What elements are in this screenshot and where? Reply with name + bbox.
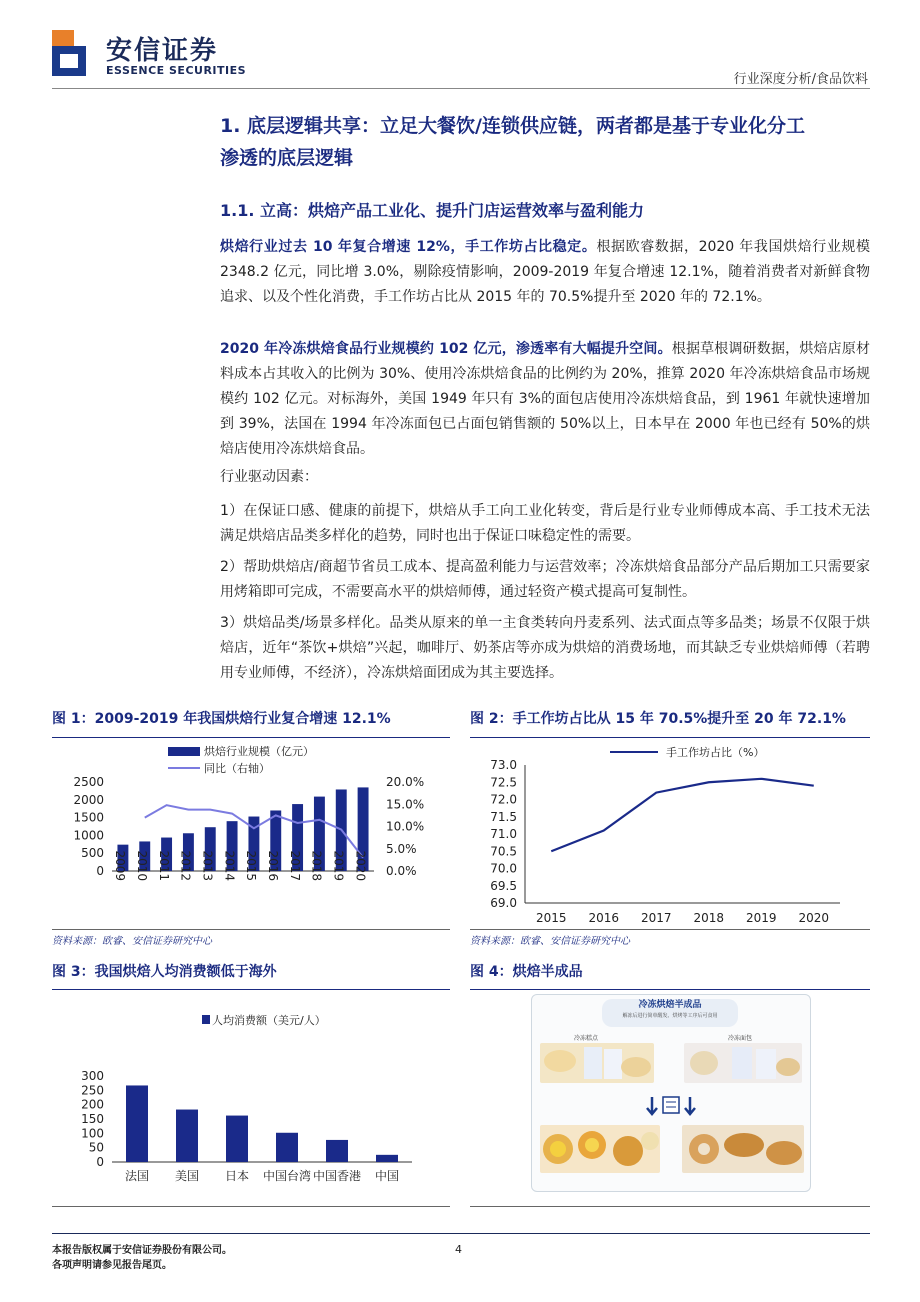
y2-tick-label: 0.0%: [386, 864, 417, 878]
legend-bar-label: 烘焙行业规模（亿元）: [204, 745, 314, 758]
brand-name-en: ESSENCE SECURITIES: [106, 64, 247, 77]
share-line: [551, 779, 814, 851]
brand-name-cn: 安信证券: [106, 36, 219, 66]
bar: [176, 1110, 198, 1162]
fig2-bottom-rule: [470, 929, 870, 930]
fig4-illustration: [531, 994, 811, 1192]
x-tick-label: 日本: [224, 1169, 250, 1183]
fig2-title: 图 2：手工作坊占比从 15 年 70.5%提升至 20 年 72.1%: [470, 711, 846, 727]
y-tick-label: 300: [81, 1069, 104, 1083]
fig4-top-rule: [470, 989, 870, 990]
fig4-left-label: 冷冻糕点: [574, 1035, 599, 1042]
section-heading: [220, 110, 870, 174]
x-tick-label: 2019: [331, 850, 346, 881]
x-tick-label: 2016: [588, 911, 620, 925]
y-tick-label: 72.0: [490, 792, 517, 807]
x-tick-label: 2015: [535, 911, 567, 925]
fig4-photos: [532, 1041, 810, 1191]
x-tick-label: 法国: [124, 1169, 150, 1183]
x-tick-label: 2013: [200, 850, 215, 881]
x-tick-label: 2010: [134, 850, 149, 881]
y-tick-label: 70.5: [490, 844, 517, 859]
y-tick-label: 250: [81, 1083, 104, 1098]
x-tick-label: 美国: [174, 1169, 200, 1183]
fig3-top-rule: [52, 989, 450, 990]
x-tick-label: 2017: [287, 850, 302, 881]
y-tick-label: 50: [88, 1140, 104, 1155]
y-tick-label: 150: [81, 1112, 104, 1126]
y-tick-label: 2000: [73, 792, 104, 807]
x-tick-label: 中国台湾: [262, 1169, 312, 1183]
fig4-bottom-rule: [470, 1206, 870, 1207]
arrow-down-icon: [685, 1097, 695, 1114]
y-tick-label: 73.0: [490, 758, 517, 772]
bar: [226, 1116, 248, 1162]
x-tick-label: 2019: [745, 911, 777, 925]
x-tick-label: 2017: [640, 911, 672, 925]
y-tick-label: 69.0: [490, 896, 517, 910]
legend-label: 手工作坊占比（%）: [666, 746, 765, 759]
y-tick-label: 71.5: [490, 809, 517, 824]
report-category: 行业深度分析/食品饮料: [733, 72, 868, 87]
legend-bar-swatch: [202, 1015, 210, 1024]
y-tick-label: 200: [81, 1097, 104, 1112]
fig1-source: 资料来源：欧睿、安信证券研究中心: [52, 936, 212, 947]
y2-tick-label: 5.0%: [386, 841, 417, 856]
fig3-chart: [52, 992, 450, 1192]
x-tick-label: 2020: [353, 850, 368, 881]
fig2-source: 资料来源：欧睿、安信证券研究中心: [470, 936, 630, 947]
drivers-title: 行业驱动因素：: [220, 469, 318, 485]
fig1-chart: [52, 740, 450, 930]
y-tick-label: 500: [81, 846, 104, 861]
paragraph-2-lead: 2020 年冷冻烘焙食品行业规模约 102 亿元，渗透率有大幅提升空间。: [220, 341, 672, 357]
paragraph-1-body: 根据欧睿数据，2020 年我国烘焙行业规模 2348.2 亿元，同比增 3.0%，剔除疫情影响，2009-2019 年复合增速 12.1%，随着消费者对新鲜食物追求、以及个性化消费，手工作坊占比从 2015 年的 70.5%提升至 2020 年的 72.1%。: [220, 239, 870, 305]
x-tick-label: 2015: [244, 850, 259, 881]
fig4-banner-title: 冷冻烘焙半成品: [638, 1000, 702, 1010]
y-tick-label: 70.0: [490, 861, 517, 876]
y-tick-label: 69.5: [490, 878, 517, 893]
y-tick-label: 1000: [73, 828, 104, 843]
bar: [126, 1085, 148, 1162]
x-tick-label: 中国: [374, 1169, 400, 1183]
page-number: 4: [455, 1243, 462, 1256]
x-tick-label: 2011: [156, 850, 171, 881]
legend-line-label: 同比（右轴）: [204, 762, 270, 775]
x-tick-label: 2012: [178, 850, 193, 881]
section-heading-line2: 渗透的底层逻辑: [220, 147, 354, 169]
x-tick-label: 2020: [798, 911, 830, 925]
section-heading-line1: 1. 底层逻辑共享：立足大餐饮/连锁供应链，两者都是基于专业化分工: [220, 115, 805, 137]
paragraph-1-lead: 烘焙行业过去 10 年复合增速 12%，手工作坊占比稳定。: [220, 239, 597, 255]
y-tick-label: 72.5: [490, 775, 517, 790]
y-tick-label: 100: [81, 1126, 104, 1141]
x-tick-label: 中国香港: [312, 1169, 362, 1183]
bar: [376, 1155, 398, 1162]
header-divider: [52, 88, 870, 89]
driver-3: 3）烘焙品类/场景多样化。品类从原来的单一主食类转向丹麦系列、法式面点等多品类；场景不仅限于烘焙店，近年“茶饮+烘焙”兴起，咖啡厅、奶茶店等亦成为烘焙的消费场地，而其缺乏专业烘焙师傅（若聘用专业师傅，不经济），冷冻烘焙面团成为其主要选择。: [220, 615, 870, 681]
paragraph-2-body: 根据草根调研数据，烘焙店原材料成本占其收入的比例为 30%、使用冷冻烘焙食品的比例约为 20%，推算 2020 年冷冻烘焙食品市场规模约 102 亿元。对标海外，美国 1949 年只有 3%的面包店使用冷冻烘焙食品，到 1961 年就快速增加到 39%，法国在 1994 年冷冻面包已占面包销售额的 50%以上，日本早在 2000 年也已经有 50%的烘焙店使用冷冻烘焙食品。: [220, 341, 871, 457]
driver-1: 1）在保证口感、健康的前提下，烘焙从手工向工业化转变，背后是行业专业师傅成本高、手工技术无法满足烘焙店品类多样化的趋势，同时也出于保证口味稳定性的需要。: [220, 503, 870, 544]
x-tick-label: 2009: [113, 850, 128, 881]
fig4-banner: [602, 999, 738, 1027]
paragraph-1: [220, 235, 870, 310]
arrow-down-icon: [647, 1097, 657, 1114]
legend-label: 人均消费额（美元/人）: [212, 1014, 326, 1027]
fig2-top-rule: [470, 737, 870, 738]
x-tick-label: 2016: [265, 850, 280, 881]
fig4-title: 图 4：烘焙半成品: [470, 964, 583, 980]
footer-disclaimer: 各项声明请参见报告尾页。: [52, 1260, 172, 1271]
fig1-top-rule: [52, 737, 450, 738]
bar: [276, 1133, 298, 1162]
footer-divider: [52, 1233, 870, 1234]
fig1-title: 图 1：2009-2019 年我国烘焙行业复合增速 12.1%: [52, 711, 391, 727]
fig3-bottom-rule: [52, 1206, 450, 1207]
legend-bar-swatch: [168, 747, 200, 756]
y2-tick-label: 15.0%: [386, 797, 425, 812]
subsection-heading: 1.1. 立高：烘焙产品工业化、提升门店运营效率与盈利能力: [220, 201, 644, 220]
bar: [326, 1140, 348, 1162]
y2-tick-label: 10.0%: [386, 819, 425, 834]
x-tick-label: 2014: [222, 850, 237, 881]
x-tick-label: 2018: [309, 850, 324, 881]
fig3-title: 图 3：我国烘焙人均消费额低于海外: [52, 964, 277, 980]
y2-tick-label: 20.0%: [386, 775, 425, 789]
x-tick-label: 2018: [693, 911, 725, 925]
footer-copyright: 本报告版权属于安信证券股份有限公司。: [52, 1245, 232, 1256]
y-tick-label: 0: [96, 864, 104, 878]
driver-2: 2）帮助烘焙店/商超节省员工成本、提高盈利能力与运营效率；冷冻烘焙食品部分产品后期加工只需要家用烤箱即可完成，不需要高水平的烘焙师傅，通过轻资产模式提高可复制性。: [220, 559, 870, 600]
paragraph-2: [220, 337, 870, 462]
fig1-bottom-rule: [52, 929, 450, 930]
y-tick-label: 71.0: [490, 827, 517, 841]
y-tick-label: 0: [96, 1155, 104, 1169]
y-tick-label: 2500: [73, 775, 104, 789]
fig4-right-label: 冷冻面包: [728, 1035, 753, 1042]
fig4-banner-sub: 解冻后进行简单醒发、烘烤等工序后可食用: [622, 1013, 718, 1019]
y-tick-label: 1500: [73, 810, 104, 825]
fig2-chart: [470, 740, 870, 930]
oven-icon: [663, 1097, 679, 1113]
logo-mark: [52, 30, 92, 76]
